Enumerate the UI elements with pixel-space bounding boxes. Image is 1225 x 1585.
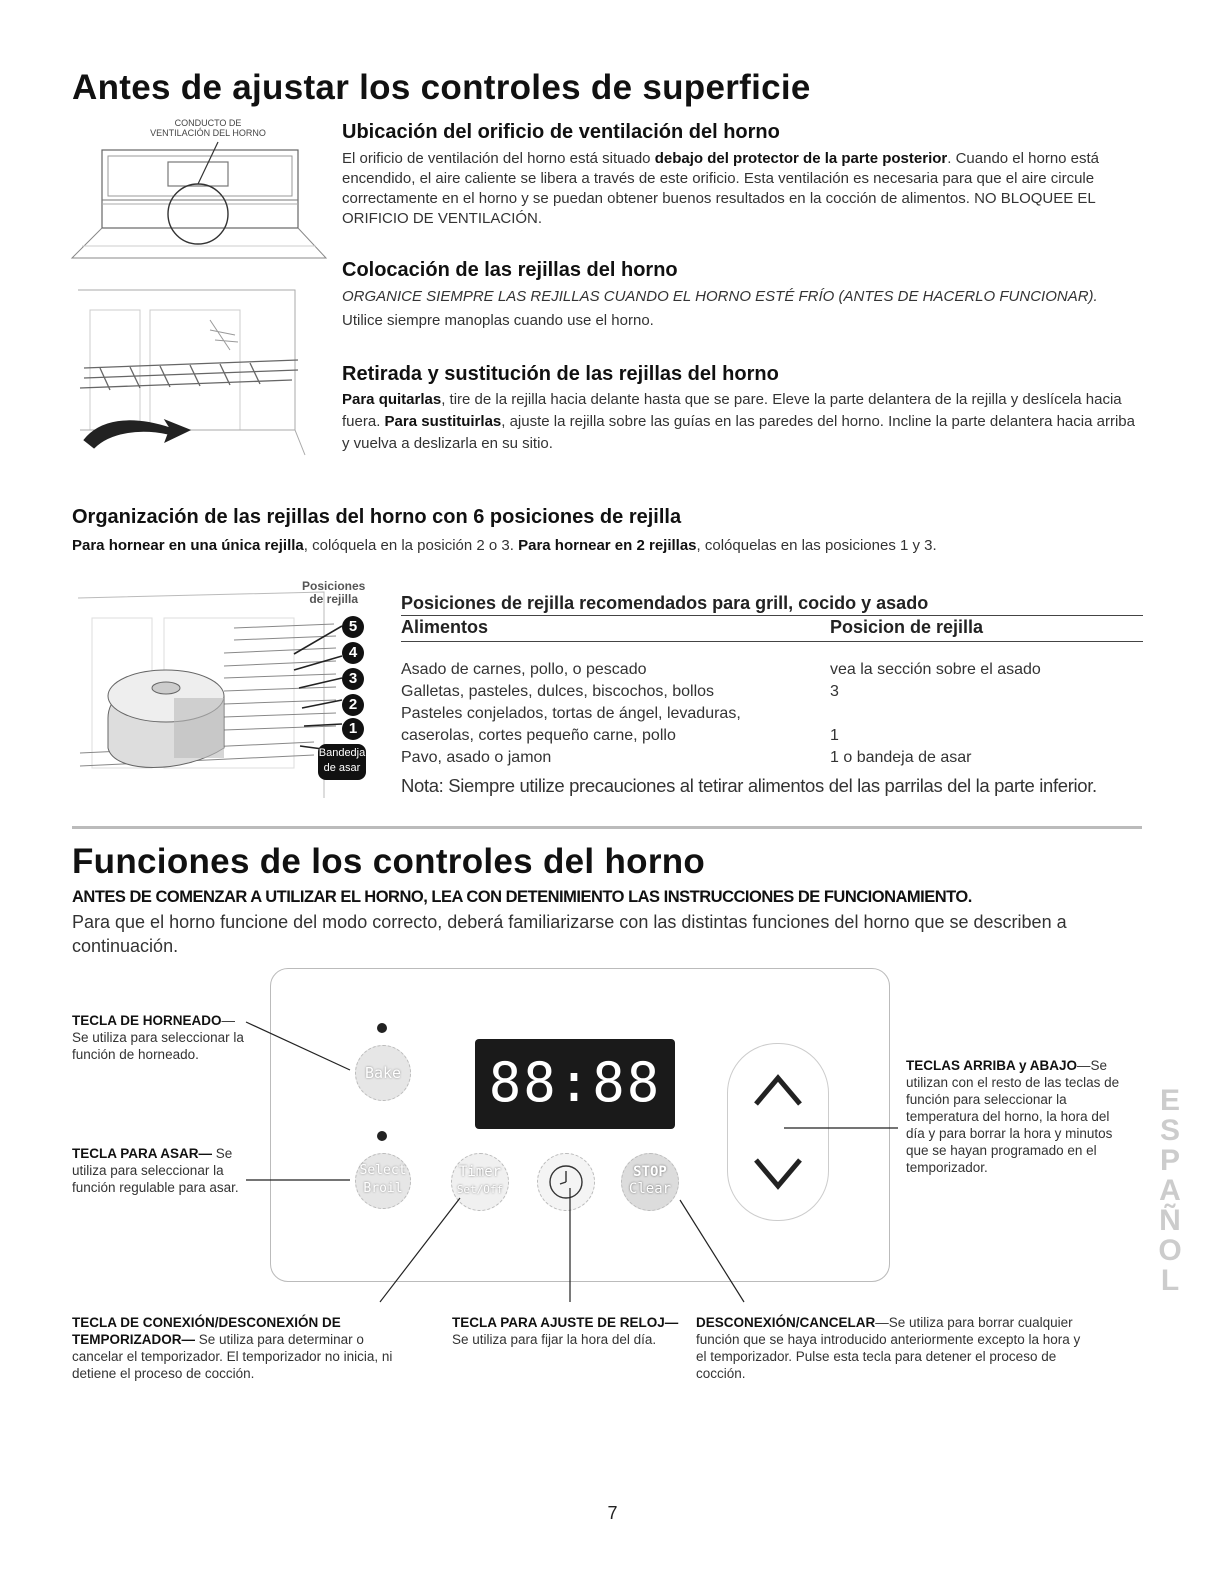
up-arrow-button[interactable]: [746, 1064, 810, 1114]
stop-clear-button[interactable]: STOP Clear: [621, 1153, 679, 1211]
arrow-keys: [727, 1043, 829, 1221]
broil-pan-badge: Bandedja de asar: [318, 744, 366, 780]
rack-table-note: Nota: Siempre utilize precauciones al tetirar alimentos del las parrilas del la parte inferior.: [401, 775, 1097, 796]
page-number: 7: [607, 1503, 618, 1523]
intro-paragraph: Para que el horno funcione del modo correcto, deberá familiarizarse con las distintas funciones del horno que se describen a continuación.: [72, 912, 1067, 956]
table-row: Asado de carnes, pollo, o pescado: [401, 661, 647, 678]
section-divider: [72, 826, 1142, 829]
rack-table-rule-header: [401, 641, 1143, 642]
clock-display: [475, 1039, 675, 1129]
timer-button[interactable]: Timer Set/Off: [451, 1153, 509, 1211]
clock-icon: [538, 1154, 594, 1210]
oven-rack-illustration: [70, 280, 320, 470]
section-title-oven-controls: Funciones de los controles del horno: [72, 842, 706, 881]
callout-timer: TECLA DE CONEXIÓN/DESCONEXIÓN DE TEMPORIZADOR— Se utiliza para determinar o cancelar el temporizador. El temporizador no inicia, ni detiene el proceso de cocción.: [72, 1315, 393, 1381]
rack-badge-4: 4: [342, 642, 364, 664]
table-cell-position: vea la sección sobre el asado: [830, 661, 1041, 678]
rack-badge-2: 2: [342, 694, 364, 716]
callout-bake: TECLA DE HORNEADO—Se utiliza para seleccionar la función de horneado.: [72, 1013, 244, 1062]
down-arrow-button[interactable]: [746, 1150, 810, 1200]
broil-indicator-light: [377, 1131, 387, 1141]
table-row: Pasteles conjelados, tortas de ángel, levaduras,: [401, 705, 741, 722]
clock-button[interactable]: [537, 1153, 595, 1211]
removal-paragraph: Para quitarlas, tire de la rejilla hacia delante hasta que se pare. Eleve la parte delantera de la rejilla y deslícela hacia fuera. Para sustituirlas, ajuste la rejilla sobre las guías en las paredes del horno. Incline la parte delantera hacia arriba y vuelva a deslizarla en su sitio.: [342, 391, 1135, 452]
bake-indicator-light: [377, 1023, 387, 1033]
placement-heading: Colocación de las rejillas del horno: [342, 259, 678, 281]
vent-figure: [68, 118, 330, 268]
vent-illustration: [68, 118, 330, 268]
rack-positions-figure: [74, 578, 394, 818]
vent-label: CONDUCTO DE VENTILACIÓN DEL HORNO: [150, 118, 266, 138]
removal-heading: Retirada y sustitución de las rejillas del horno: [342, 363, 779, 385]
chevron-up-icon: [746, 1064, 810, 1114]
callout-clock: TECLA PARA AJUSTE DE RELOJ— Se utiliza para fijar la hora del día.: [452, 1315, 679, 1347]
rack-badge-1: 1: [342, 718, 364, 740]
language-side-tab: E S P A Ñ O L: [1158, 1084, 1182, 1297]
rack-table-title: Posiciones de rejilla recomendados para grill, cocido y asado: [401, 593, 929, 613]
oven-rack-figure: [70, 280, 320, 470]
placement-paragraph: ORGANICE SIEMPRE LAS REJILLAS CUANDO EL HORNO ESTÉ FRÍO (ANTES DE HACERLO FUNCIONAR). Utilice siempre manoplas cuando use el horno.: [342, 288, 1098, 329]
vent-heading: Ubicación del orificio de ventilación del horno: [342, 121, 780, 143]
rack-table-col-food: Alimentos: [401, 617, 489, 637]
rack-positions-label: Posiciones de rejilla: [302, 579, 366, 606]
callout-clear: DESCONEXIÓN/CANCELAR—Se utiliza para borrar cualquier función que se haya introducido anteriormente excepto la hora y el temporizador. Pulse esta tecla para detener el proceso de cocción.: [696, 1315, 1081, 1381]
callout-broil: TECLA PARA ASAR— Se utiliza para seleccionar la función regulable para asar.: [72, 1146, 239, 1195]
table-cell-position: 1 o bandeja de asar: [830, 749, 972, 766]
rack-badge-3: 3: [342, 668, 364, 690]
warning-text: ANTES DE COMENZAR A UTILIZAR EL HORNO, LEA CON DETENIMIENTO LAS INSTRUCCIONES DE FUNCIONAMIENTO.: [72, 888, 972, 906]
rack-table-rule-top: [401, 615, 1143, 616]
broil-button[interactable]: Select Broil: [355, 1153, 411, 1209]
table-row: caserolas, cortes pequeño carne, pollo: [401, 727, 676, 744]
chevron-down-icon: [746, 1150, 810, 1200]
rack-table-col-position: Posicion de rejilla: [830, 617, 984, 637]
table-cell-position: 1: [830, 727, 839, 744]
display-digits: 88:88: [488, 1051, 662, 1114]
table-cell-position: 3: [830, 683, 839, 700]
control-panel: [270, 968, 890, 1282]
table-row: Galletas, pasteles, dulces, biscochos, bollos: [401, 683, 715, 700]
callout-arrows: TECLAS ARRIBA y ABAJO—Se utilizan con el resto de las teclas de función para seleccionar la temperatura del horno, la hora del día y para borrar la hora y minutos que se hayan programado en el temporizador.: [906, 1058, 1120, 1175]
table-row: Pavo, asado o jamon: [401, 749, 552, 766]
section-title-surface: Antes de ajustar los controles de superficie: [72, 68, 811, 107]
vent-paragraph: El orificio de ventilación del horno está situado debajo del protector de la parte posterior. Cuando el horno está encendido, el aire caliente se libera a través de este orificio. Esta ventilación es necesaria para que el aire circule correctamente en el horno y se puedan obtener buenos resultados en la cocción de alimentos. NO BLOQUEE EL ORIFICIO DE VENTILACIÓN.: [342, 150, 1100, 227]
rack-badge-5: 5: [342, 616, 364, 638]
bake-button[interactable]: Bake: [355, 1045, 411, 1101]
organization-paragraph: Para hornear en una única rejilla, colóquela en la posición 2 o 3. Para hornear en 2 rejillas, colóquelas en las posiciones 1 y 3.: [72, 537, 937, 554]
organization-heading: Organización de las rejillas del horno con 6 posiciones de rejilla: [72, 506, 682, 528]
